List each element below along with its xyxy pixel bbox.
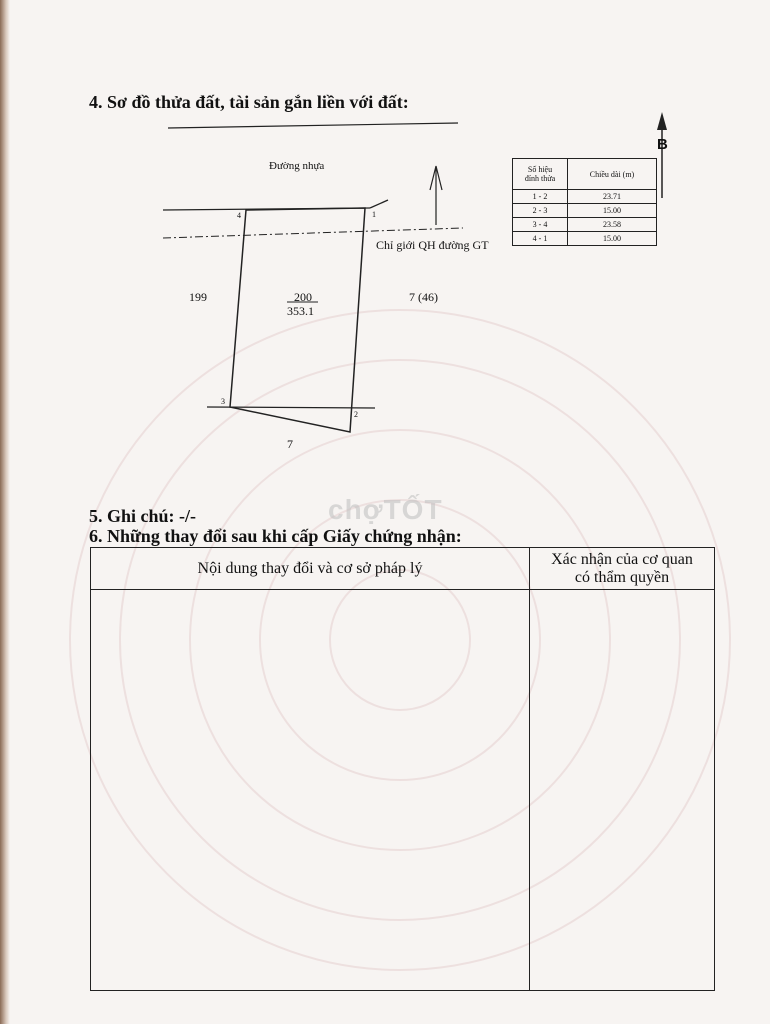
planning-line-label: Chỉ giới QH đường GT: [376, 238, 489, 252]
edge-cell: 4 - 1: [513, 232, 568, 246]
changes-col-confirmation: Xác nhận của cơ quan có thẩm quyền: [530, 548, 715, 590]
section-6-title: 6. Những thay đổi sau khi cấp Giấy chứng nhận:: [89, 526, 462, 546]
length-cell: 15.00: [568, 232, 657, 246]
table-row: [513, 232, 657, 246]
table-row: [513, 218, 657, 232]
planning-line: [163, 228, 463, 238]
edge-table-header-vertex: Số hiệu đỉnh thửa: [513, 159, 568, 190]
edge-cell: 1 - 2: [513, 190, 568, 204]
table-row: [513, 190, 657, 204]
length-cell: 15.00: [568, 204, 657, 218]
neighbor-right: 7 (46): [409, 290, 438, 304]
neighbor-left: 199: [189, 290, 207, 304]
vertex-3: 3: [221, 397, 225, 406]
parcel-number: 200: [294, 290, 312, 304]
changes-confirmation-cell: [530, 590, 715, 991]
parcel-area: 353.1: [287, 304, 314, 318]
section-4-title: 4. Sơ đồ thửa đất, tài sản gắn liền với đất:: [89, 92, 409, 112]
vertex-4: 4: [237, 211, 241, 220]
changes-col-content: Nội dung thay đổi và cơ sở pháp lý: [91, 548, 530, 590]
changes-table: [90, 547, 715, 991]
parcel-polygon: [230, 208, 365, 432]
road-label: Đường nhựa: [269, 160, 325, 172]
watermark-logo: chợTỐT: [328, 494, 443, 525]
edge-length-table: [512, 158, 657, 246]
edge-table-header-length: Chiều dài (m): [568, 159, 657, 190]
length-cell: 23.58: [568, 218, 657, 232]
edge-cell: 3 - 4: [513, 218, 568, 232]
edge-cell: 2 - 3: [513, 204, 568, 218]
table-row: [513, 204, 657, 218]
length-cell: 23.71: [568, 190, 657, 204]
changes-content-cell: [91, 590, 530, 991]
neighbor-bottom: 7: [287, 437, 293, 451]
heading-rule: [168, 123, 458, 128]
section-5-title: 5. Ghi chú: -/-: [89, 506, 197, 526]
north-label: B: [657, 136, 668, 153]
table-row: [91, 590, 715, 991]
vertex-2: 2: [354, 410, 358, 419]
vertex-1: 1: [372, 210, 376, 219]
